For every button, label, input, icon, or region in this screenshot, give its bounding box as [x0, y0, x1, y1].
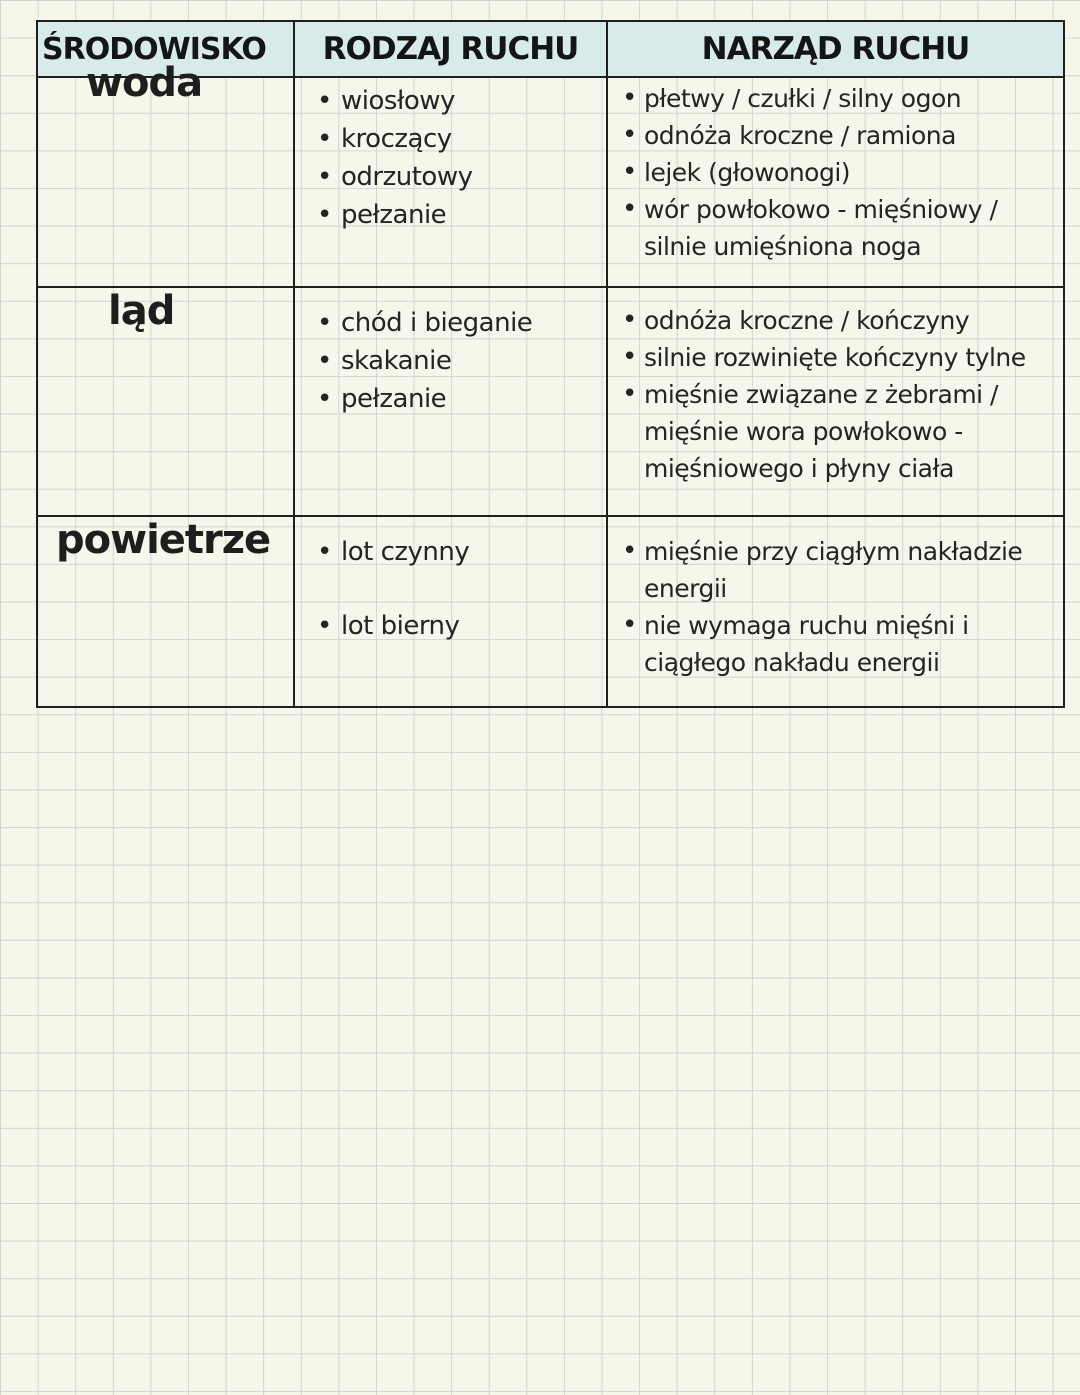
- environment-label: powietrze: [56, 517, 271, 563]
- environment-cell: [37, 60, 294, 287]
- environment-label: ląd: [108, 288, 175, 334]
- movement-types-cell: [294, 287, 607, 516]
- list-item: • odnóża kroczne / ramiona: [622, 120, 956, 150]
- list-item: • chód i bieganie: [317, 308, 533, 338]
- organs-cell: [607, 287, 1064, 516]
- list-item: • silnie rozwinięte kończyny tylne: [622, 342, 1026, 372]
- header-environment: ŚRODOWISKO: [37, 21, 294, 77]
- organs-cell: [607, 77, 1064, 287]
- environment-label: woda: [86, 60, 203, 106]
- list-item: • odnóża kroczne / kończyny: [622, 305, 970, 335]
- list-item: • wór powłokowo - mięśniowy / silnie umięśniona noga: [622, 194, 998, 261]
- environment-cell: [37, 287, 294, 516]
- notes-sheet: [36, 20, 1063, 705]
- list-item: • skakanie: [317, 346, 452, 376]
- list-item: • pełzanie: [317, 200, 447, 230]
- list-item: • lot czynny: [317, 537, 470, 567]
- list-item: • odrzutowy: [317, 162, 473, 192]
- header-movement-organ: NARZĄD RUCHU: [607, 21, 1064, 77]
- organs-cell: [607, 516, 1064, 707]
- table-row-air: [37, 516, 1064, 707]
- list-item: • mięśnie przy ciągłym nakładzie energii: [622, 536, 1023, 603]
- list-item: • pełzanie: [317, 384, 447, 414]
- list-item: • mięśnie związane z żebrami / mięśnie wora powłokowo - mięśniowego i płyny ciała: [622, 379, 998, 483]
- environment-cell: [37, 516, 294, 707]
- header-movement-type: RODZAJ RUCHU: [294, 21, 607, 77]
- list-item: • lejek (głowonogi): [622, 157, 851, 187]
- list-item: • lot bierny: [317, 611, 460, 641]
- movement-types-cell: [294, 77, 607, 287]
- table-row-land: [37, 287, 1064, 516]
- table-row-water: [37, 77, 1064, 287]
- list-item: • kroczący: [317, 124, 452, 154]
- list-item: • nie wymaga ruchu mięśni i ciągłego nakładu energii: [622, 610, 969, 677]
- movement-types-cell: [294, 516, 607, 707]
- movement-table: [36, 20, 1065, 708]
- list-item: • wiosłowy: [317, 86, 455, 116]
- list-item: • płetwy / czułki / silny ogon: [622, 83, 962, 113]
